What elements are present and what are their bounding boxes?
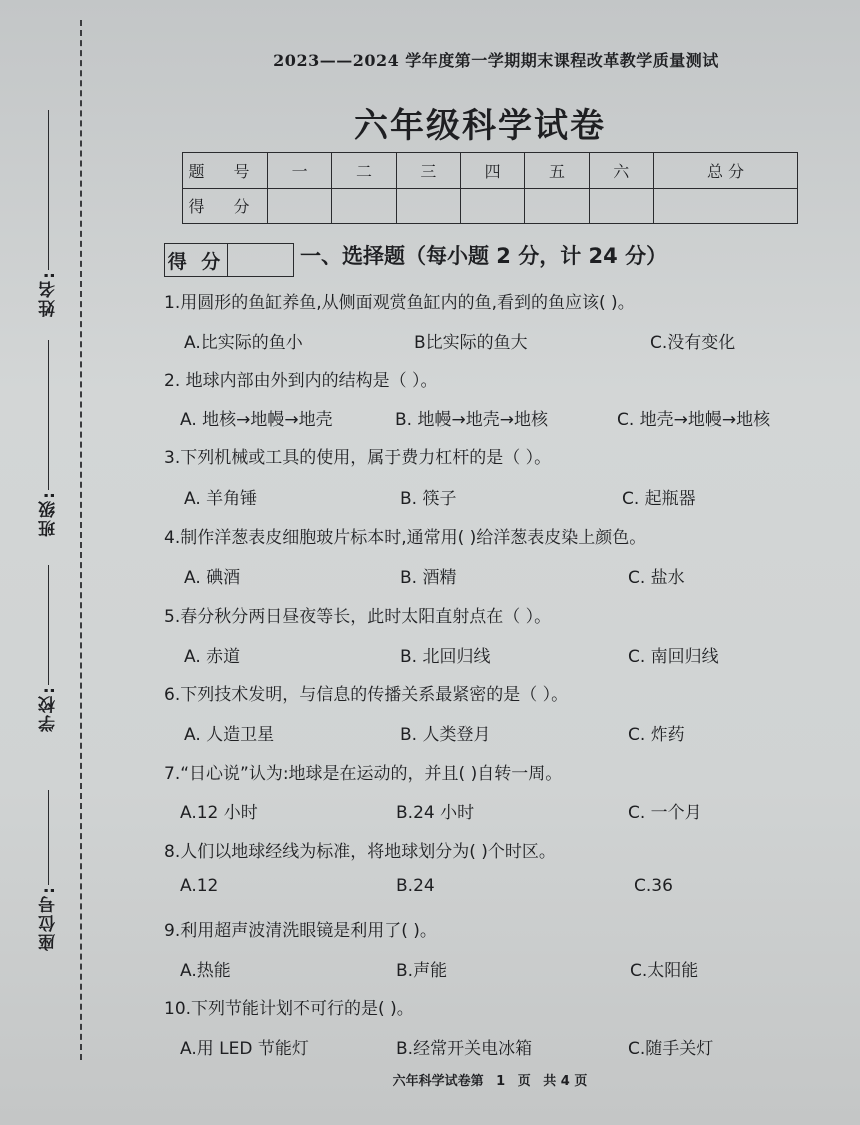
option-b: B.24 小时: [396, 803, 475, 823]
question-9: 9.利用超声波清洗眼镜是利用了( )。: [164, 921, 437, 941]
option-b: B.24: [396, 876, 435, 896]
score-table-cell: 题 号: [183, 153, 268, 189]
option-b: B.声能: [396, 961, 448, 981]
name-label: 姓名:: [38, 270, 59, 317]
exam-header: 2023——2024 学年度第一学期期末课程改革教学质量测试: [273, 51, 719, 70]
school-field: [28, 565, 68, 732]
option-c: C. 炸药: [628, 725, 685, 745]
footer-page-word: 页: [517, 1074, 531, 1089]
option-c: C. 盐水: [628, 568, 685, 588]
option-a: A. 羊角锤: [184, 489, 258, 509]
option-a: A.热能: [180, 961, 231, 981]
seat-field: [28, 790, 68, 951]
binding-dashed-line: [80, 20, 82, 1060]
score-table-cell: 得 分: [183, 188, 268, 224]
score-input-cell[interactable]: [525, 188, 589, 224]
option-a: A. 碘酒: [184, 568, 241, 588]
option-c: C.没有变化: [650, 333, 736, 353]
score-table-cell: 二: [332, 153, 396, 189]
school-rule: [48, 565, 49, 685]
section-score-blank[interactable]: [228, 244, 293, 276]
option-b: B. 人类登月: [400, 725, 491, 745]
name-field: [28, 110, 68, 317]
score-table-cell: 三: [396, 153, 460, 189]
question-6: 6.下列技术发明，与信息的传播关系最紧密的是（ ）。: [164, 685, 569, 705]
question-8: 8.人们以地球经线为标准，将地球划分为( )个时区。: [164, 842, 556, 862]
question-7: 7.“日心说”认为:地球是在运动的，并且( )自转一周。: [164, 764, 563, 784]
option-a: A. 地核→地幔→地壳: [180, 410, 333, 430]
option-a: A.12: [180, 876, 219, 896]
option-c: C.随手关灯: [628, 1039, 714, 1059]
score-table-score-row: [183, 188, 798, 224]
class-field: [28, 340, 68, 537]
score-table-cell: 一: [268, 153, 332, 189]
score-table-cell: 总 分: [653, 153, 797, 189]
option-b: B. 筷子: [400, 489, 457, 509]
section-score-label: 得 分: [165, 244, 228, 276]
footer-total: 共 4 页: [543, 1074, 588, 1089]
page-footer: [360, 1070, 620, 1089]
page-title: 六年级科学试卷: [354, 106, 606, 146]
class-label: 班级:: [38, 490, 59, 537]
score-table-cell: 四: [460, 153, 524, 189]
score-input-cell[interactable]: [396, 188, 460, 224]
score-input-cell[interactable]: [653, 188, 797, 224]
seat-label: 座位号:: [38, 885, 59, 951]
class-rule: [48, 340, 49, 490]
option-b: B. 北回归线: [400, 647, 491, 667]
option-c: C.36: [634, 876, 673, 896]
question-4: 4.制作洋葱表皮细胞玻片标本时,通常用( )给洋葱表皮染上颜色。: [164, 528, 647, 548]
score-input-cell[interactable]: [460, 188, 524, 224]
footer-page-number: 1: [496, 1074, 506, 1089]
option-a: A.12 小时: [180, 803, 258, 823]
option-b: B比实际的鱼大: [414, 333, 528, 353]
section-heading: 一、选择题（每小题 2 分，计 24 分）: [300, 244, 668, 268]
question-3: 3.下列机械或工具的使用，属于费力杠杆的是（ ）。: [164, 448, 552, 468]
question-1: 1.用圆形的鱼缸养鱼,从侧面观赏鱼缸内的鱼,看到的鱼应该( )。: [164, 293, 635, 313]
score-table-cell: 五: [525, 153, 589, 189]
option-c: C.太阳能: [630, 961, 699, 981]
question-5: 5.春分秋分两日昼夜等长，此时太阳直射点在（ ）。: [164, 607, 552, 627]
score-table: [182, 152, 798, 224]
option-a: A. 赤道: [184, 647, 241, 667]
option-c: C. 一个月: [628, 803, 702, 823]
option-c: C. 起瓶器: [622, 489, 696, 509]
seat-rule: [48, 790, 49, 885]
section-score-box: [164, 243, 294, 277]
score-table-cell: 六: [589, 153, 653, 189]
score-input-cell[interactable]: [268, 188, 332, 224]
question-10: 10.下列节能计划不可行的是( )。: [164, 999, 414, 1019]
footer-subject: 六年科学试卷第: [392, 1074, 484, 1089]
school-label: 学校:: [38, 685, 59, 732]
name-rule: [48, 110, 49, 270]
option-a: A. 人造卫星: [184, 725, 275, 745]
option-c: C. 南回归线: [628, 647, 719, 667]
option-b: B. 酒精: [400, 568, 457, 588]
score-input-cell[interactable]: [589, 188, 653, 224]
option-a: A.比实际的鱼小: [184, 333, 303, 353]
option-a: A.用 LED 节能灯: [180, 1039, 309, 1059]
option-c: C. 地壳→地幔→地核: [617, 410, 771, 430]
score-table-header-row: [183, 153, 798, 189]
option-b: B. 地幔→地壳→地核: [395, 410, 548, 430]
option-b: B.经常开关电冰箱: [396, 1039, 533, 1059]
score-input-cell[interactable]: [332, 188, 396, 224]
question-2: 2. 地球内部由外到内的结构是（ ）。: [164, 371, 438, 391]
